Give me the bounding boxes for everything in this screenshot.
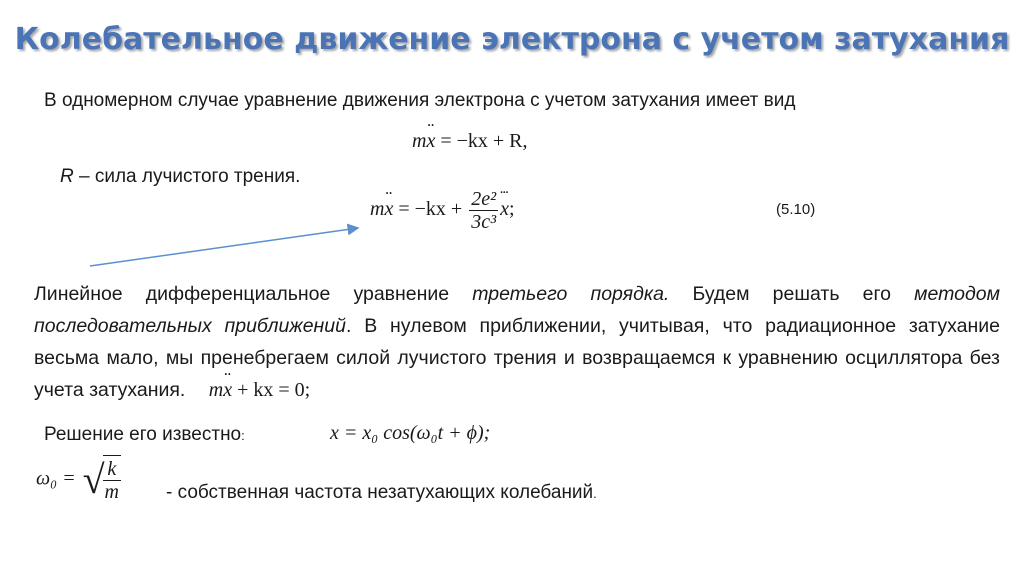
para-emphasis-order: третьего порядка. xyxy=(472,283,670,305)
solution-colon: : xyxy=(241,428,245,443)
omega-definition xyxy=(36,455,123,503)
para-part3: . В нулевом приближении, учитывая, что радиационное затухание весьма мало, мы пренебрегаем силой лучистого трения и возвращаемся к уравнению осциллятора без учета затухания. xyxy=(34,315,1000,401)
eq2-denominator: 3c³ xyxy=(471,211,497,233)
oscillator-equation xyxy=(209,379,310,401)
r-symbol: R xyxy=(60,166,74,187)
para-part1: Линейное дифференциальное уравнение xyxy=(34,283,473,305)
eq2-mid: = −kx + xyxy=(398,198,463,221)
r-description: – сила лучистого трения. xyxy=(73,166,301,187)
osc-rest: + kx = 0; xyxy=(232,379,311,401)
omega-fraction xyxy=(103,455,121,503)
omega-lhs: ω₀ = xyxy=(36,467,76,490)
body-paragraph xyxy=(34,278,1000,406)
para-part2: Будем решать его xyxy=(669,283,915,305)
solution-label: Решение его известно xyxy=(44,424,242,445)
eq2-xddot: ¨ x xyxy=(384,198,393,221)
osc-m: m xyxy=(208,379,224,401)
intro-text: В одномерном случае уравнение движения электрона с учетом затухания имеет вид xyxy=(44,90,796,111)
slide-title: Колебательное движение электрона с учетом затухания xyxy=(14,22,1010,57)
sqrt-sign: √ xyxy=(82,456,105,502)
eq2-m: m xyxy=(370,198,385,221)
omega-description xyxy=(166,482,597,504)
omega-desc-text: - собственная частота незатухающих колебаний xyxy=(166,482,594,503)
eq1-m: m xyxy=(412,130,427,152)
omega-numerator: k xyxy=(103,458,121,481)
eq1-rhs: = −kx + R, xyxy=(440,130,528,152)
eq2-xdddot: ⋅⋅⋅ x xyxy=(500,198,509,221)
eq2-end: ; xyxy=(508,198,515,221)
eq2-numerator: 2e² xyxy=(471,188,497,210)
osc-xddot: ¨ x xyxy=(223,374,232,406)
eq1-xddot: ¨ x xyxy=(426,130,435,153)
omega-denominator: m xyxy=(104,481,119,503)
para-emphasis-method: методом последовательных приближений xyxy=(34,283,1000,337)
solution-line xyxy=(44,424,245,446)
solution-equation: x = x₀ cos(ω₀t + ϕ); xyxy=(330,422,491,444)
equation-number: (5.10) xyxy=(776,201,816,218)
omega-desc-dot: . xyxy=(593,486,597,501)
